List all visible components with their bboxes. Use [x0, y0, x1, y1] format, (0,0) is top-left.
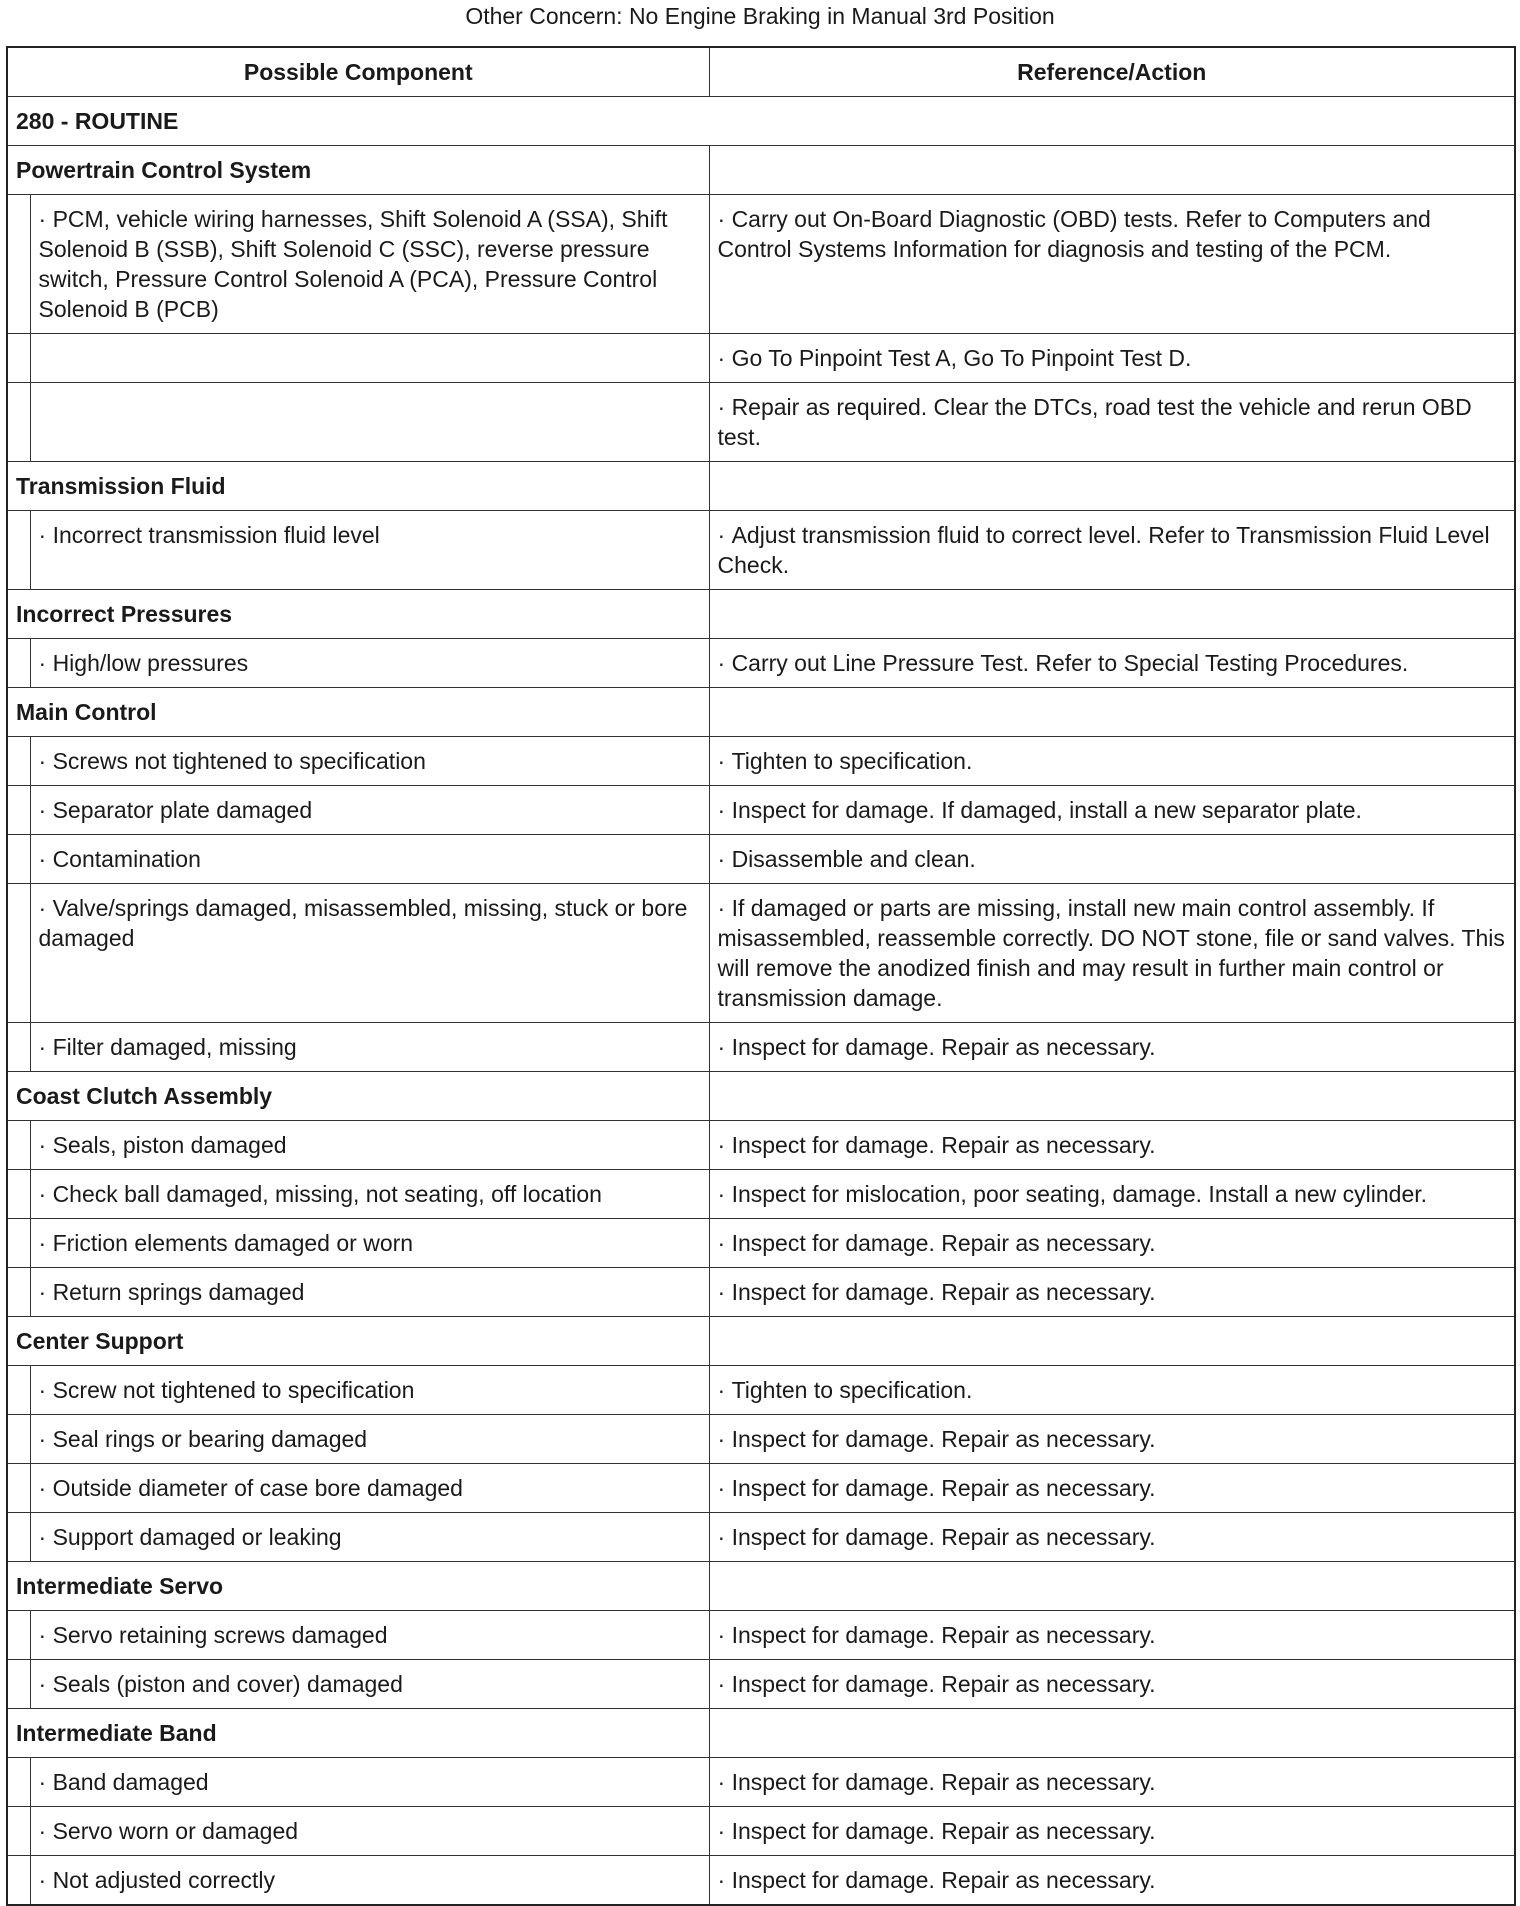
- group-row: [7, 1317, 1515, 1366]
- component-cell: [30, 1219, 709, 1268]
- component-text: · Screw not tightened to specification: [39, 1377, 415, 1403]
- indent-cell: [7, 835, 30, 884]
- action-text: · Tighten to specification.: [718, 1377, 973, 1403]
- column-header-component: Possible Component: [7, 47, 709, 97]
- table-row: [7, 835, 1515, 884]
- component-text: · Filter damaged, missing: [39, 1034, 297, 1060]
- table-header-row: [7, 47, 1515, 97]
- indent-cell: [7, 1268, 30, 1317]
- routine-row: [7, 97, 1515, 146]
- group-title: Main Control: [7, 688, 709, 737]
- component-text: · Contamination: [39, 846, 201, 872]
- table-row: [7, 195, 1515, 334]
- table-row: [7, 1219, 1515, 1268]
- group-title: Intermediate Servo: [7, 1562, 709, 1611]
- indent-cell: [7, 1464, 30, 1513]
- page-title: Other Concern: No Engine Braking in Manual 3rd Position: [465, 3, 1055, 29]
- group-title: Incorrect Pressures: [7, 590, 709, 639]
- component-text: · Seals, piston damaged: [39, 1132, 287, 1158]
- action-cell: [709, 1660, 1515, 1709]
- action-text: · Carry out On-Board Diagnostic (OBD) tests. Refer to Computers and Control Systems Information for diagnosis and testing of the PCM.: [718, 206, 1431, 262]
- group-action-empty: [709, 146, 1515, 195]
- indent-cell: [7, 334, 30, 383]
- action-cell: [709, 1170, 1515, 1219]
- column-header-action: Reference/Action: [709, 47, 1515, 97]
- table-row: [7, 511, 1515, 590]
- component-cell: [30, 1121, 709, 1170]
- component-text: · Check ball damaged, missing, not seating, off location: [39, 1181, 602, 1207]
- component-text: · Support damaged or leaking: [39, 1524, 342, 1550]
- indent-cell: [7, 1611, 30, 1660]
- component-cell: [30, 835, 709, 884]
- action-cell: [709, 1611, 1515, 1660]
- table-row: [7, 1758, 1515, 1807]
- indent-cell: [7, 1366, 30, 1415]
- component-cell: [30, 1464, 709, 1513]
- component-cell: [30, 334, 709, 383]
- group-row: [7, 146, 1515, 195]
- component-cell: [30, 639, 709, 688]
- action-text: · Inspect for damage. If damaged, install a new separator plate.: [718, 797, 1362, 823]
- action-text: · Inspect for damage. Repair as necessary.: [718, 1769, 1156, 1795]
- action-text: · Go To Pinpoint Test A, Go To Pinpoint Test D.: [718, 345, 1192, 371]
- indent-cell: [7, 383, 30, 462]
- table-row: [7, 1611, 1515, 1660]
- action-cell: [709, 1856, 1515, 1906]
- action-cell: [709, 1807, 1515, 1856]
- action-text: · If damaged or parts are missing, install new main control assembly. If misassembled, reassemble correctly. DO NOT stone, file or sand valves. This will remove the anodized finish and may result in further main control or transmission damage.: [718, 895, 1505, 1011]
- action-text: · Inspect for damage. Repair as necessary.: [718, 1622, 1156, 1648]
- group-action-empty: [709, 590, 1515, 639]
- action-text: · Inspect for damage. Repair as necessary.: [718, 1818, 1156, 1844]
- component-cell: [30, 1415, 709, 1464]
- indent-cell: [7, 786, 30, 835]
- action-cell: [709, 1513, 1515, 1562]
- component-text: · Screws not tightened to specification: [39, 748, 426, 774]
- indent-cell: [7, 1856, 30, 1906]
- indent-cell: [7, 195, 30, 334]
- indent-cell: [7, 1170, 30, 1219]
- table-row: [7, 1170, 1515, 1219]
- table-row: [7, 1023, 1515, 1072]
- group-row: [7, 1709, 1515, 1758]
- table-row: [7, 1268, 1515, 1317]
- group-title: Intermediate Band: [7, 1709, 709, 1758]
- action-text: · Tighten to specification.: [718, 748, 973, 774]
- component-cell: [30, 383, 709, 462]
- group-action-empty: [709, 462, 1515, 511]
- action-text: · Inspect for damage. Repair as necessary.: [718, 1132, 1156, 1158]
- table-row: [7, 1366, 1515, 1415]
- group-action-empty: [709, 1072, 1515, 1121]
- component-text: · Incorrect transmission fluid level: [39, 522, 380, 548]
- action-text: · Inspect for damage. Repair as necessary.: [718, 1867, 1156, 1893]
- action-text: · Inspect for damage. Repair as necessary.: [718, 1230, 1156, 1256]
- component-text: · Not adjusted correctly: [39, 1867, 276, 1893]
- group-row: [7, 1072, 1515, 1121]
- action-cell: [709, 1464, 1515, 1513]
- component-cell: [30, 1660, 709, 1709]
- action-cell: [709, 1121, 1515, 1170]
- component-cell: [30, 1366, 709, 1415]
- component-cell: [30, 1611, 709, 1660]
- action-cell: [709, 1023, 1515, 1072]
- group-action-empty: [709, 1317, 1515, 1366]
- routine-label: 280 - ROUTINE: [7, 97, 1515, 146]
- group-action-empty: [709, 1709, 1515, 1758]
- component-text: · Servo retaining screws damaged: [39, 1622, 388, 1648]
- action-cell: [709, 383, 1515, 462]
- indent-cell: [7, 1219, 30, 1268]
- group-title: Center Support: [7, 1317, 709, 1366]
- component-cell: [30, 884, 709, 1023]
- component-cell: [30, 1268, 709, 1317]
- action-text: · Inspect for damage. Repair as necessary.: [718, 1524, 1156, 1550]
- indent-cell: [7, 1415, 30, 1464]
- component-cell: [30, 195, 709, 334]
- component-text: · Seals (piston and cover) damaged: [39, 1671, 403, 1697]
- action-text: · Inspect for damage. Repair as necessary.: [718, 1475, 1156, 1501]
- component-cell: [30, 511, 709, 590]
- component-cell: [30, 1170, 709, 1219]
- indent-cell: [7, 884, 30, 1023]
- action-cell: [709, 195, 1515, 334]
- indent-cell: [7, 1807, 30, 1856]
- component-text: · Valve/springs damaged, misassembled, missing, stuck or bore damaged: [39, 895, 688, 951]
- table-row: [7, 1121, 1515, 1170]
- table-row: [7, 1415, 1515, 1464]
- indent-cell: [7, 1023, 30, 1072]
- action-text: · Inspect for damage. Repair as necessary.: [718, 1279, 1156, 1305]
- indent-cell: [7, 1660, 30, 1709]
- component-text: · Servo worn or damaged: [39, 1818, 299, 1844]
- action-cell: [709, 835, 1515, 884]
- action-cell: [709, 884, 1515, 1023]
- action-text: · Adjust transmission fluid to correct level. Refer to Transmission Fluid Level Check.: [718, 522, 1490, 578]
- group-title: Coast Clutch Assembly: [7, 1072, 709, 1121]
- component-text: · Friction elements damaged or worn: [39, 1230, 414, 1256]
- table-row: [7, 1807, 1515, 1856]
- component-text: · Separator plate damaged: [39, 797, 313, 823]
- component-cell: [30, 737, 709, 786]
- action-cell: [709, 1758, 1515, 1807]
- action-cell: [709, 1219, 1515, 1268]
- group-title: Powertrain Control System: [7, 146, 709, 195]
- group-action-empty: [709, 1562, 1515, 1611]
- component-cell: [30, 786, 709, 835]
- action-text: · Inspect for damage. Repair as necessary.: [718, 1426, 1156, 1452]
- group-title: Transmission Fluid: [7, 462, 709, 511]
- table-row: [7, 639, 1515, 688]
- indent-cell: [7, 1758, 30, 1807]
- table-row: [7, 786, 1515, 835]
- action-cell: [709, 1268, 1515, 1317]
- action-cell: [709, 786, 1515, 835]
- indent-cell: [7, 737, 30, 786]
- action-text: · Carry out Line Pressure Test. Refer to Special Testing Procedures.: [718, 650, 1409, 676]
- table-body: [7, 97, 1515, 1906]
- group-row: [7, 1562, 1515, 1611]
- action-cell: [709, 737, 1515, 786]
- action-text: · Inspect for damage. Repair as necessary.: [718, 1034, 1156, 1060]
- group-row: [7, 590, 1515, 639]
- table-row: [7, 383, 1515, 462]
- table-row: [7, 1660, 1515, 1709]
- action-cell: [709, 1366, 1515, 1415]
- component-text: · PCM, vehicle wiring harnesses, Shift Solenoid A (SSA), Shift Solenoid B (SSB), Shift Solenoid C (SSC), reverse pressure switch, Pressure Control Solenoid A (PCA), Pressure Control Solenoid B (PCB): [39, 206, 668, 322]
- indent-cell: [7, 1121, 30, 1170]
- action-text: · Inspect for mislocation, poor seating, damage. Install a new cylinder.: [718, 1181, 1428, 1207]
- component-cell: [30, 1023, 709, 1072]
- component-text: · Outside diameter of case bore damaged: [39, 1475, 463, 1501]
- group-row: [7, 462, 1515, 511]
- action-cell: [709, 1415, 1515, 1464]
- component-cell: [30, 1856, 709, 1906]
- component-text: · Seal rings or bearing damaged: [39, 1426, 368, 1452]
- group-row: [7, 688, 1515, 737]
- component-text: · Band damaged: [39, 1769, 209, 1795]
- table-row: [7, 884, 1515, 1023]
- indent-cell: [7, 511, 30, 590]
- group-action-empty: [709, 688, 1515, 737]
- action-text: · Repair as required. Clear the DTCs, road test the vehicle and rerun OBD test.: [718, 394, 1472, 450]
- component-cell: [30, 1758, 709, 1807]
- table-row: [7, 1856, 1515, 1906]
- action-cell: [709, 334, 1515, 383]
- table-row: [7, 1464, 1515, 1513]
- action-text: · Disassemble and clean.: [718, 846, 976, 872]
- table-row: [7, 1513, 1515, 1562]
- component-cell: [30, 1807, 709, 1856]
- table-row: [7, 334, 1515, 383]
- action-text: · Inspect for damage. Repair as necessary.: [718, 1671, 1156, 1697]
- component-text: · High/low pressures: [39, 650, 249, 676]
- indent-cell: [7, 639, 30, 688]
- component-text: · Return springs damaged: [39, 1279, 305, 1305]
- component-cell: [30, 1513, 709, 1562]
- diagnosis-table: [6, 46, 1516, 1906]
- action-cell: [709, 511, 1515, 590]
- action-cell: [709, 639, 1515, 688]
- indent-cell: [7, 1513, 30, 1562]
- table-row: [7, 737, 1515, 786]
